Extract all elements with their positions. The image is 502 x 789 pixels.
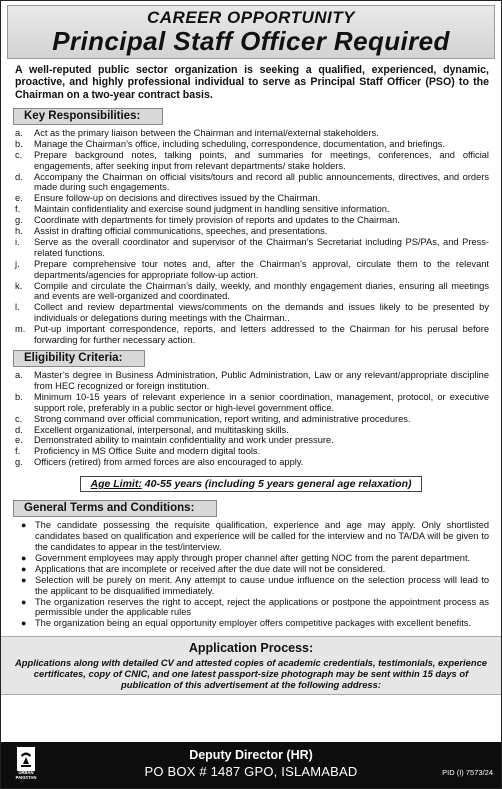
list-marker: e. (15, 435, 23, 446)
application-heading: Application Process: (188, 641, 314, 656)
responsibility-item (15, 172, 489, 194)
eligibility-item (15, 446, 489, 457)
contact-address: PO BOX # 1487 GPO, ISLAMABAD (144, 764, 358, 779)
list-item-text: The organization being an equal opportunity employer offers competitive packages with excellent benefits. (35, 618, 472, 629)
eligibility-item (15, 414, 489, 425)
bullet-icon: ● (21, 552, 27, 563)
list-item-text: Minimum 10-15 years of relevant experience in a senior coordination, management, protocol, or executive support role, preferably in a public sector or high-level government office. (34, 391, 489, 413)
logo-text-pakistan: PAKISTAN (15, 774, 37, 780)
list-marker: c. (15, 413, 23, 424)
application-text: Applications along with detailed CV and attested copies of academic credentials, testimonials, experience certificates, copy of CNIC, and one latest passport-size photograph may be sent within 15 days of publication of this advertisement at the following address: (14, 657, 487, 691)
bullet-icon: ● (21, 596, 27, 607)
list-marker: e. (15, 193, 23, 204)
list-item-text: Coordinate with departments for timely provision of reports and updates to the Chairman. (34, 215, 400, 226)
responsibility-item (15, 226, 489, 237)
age-limit-text: 40-55 years (including 5 years general age relaxation) (141, 478, 412, 491)
logo-text-urban: URBAN (18, 770, 34, 775)
list-marker: h. (15, 226, 23, 237)
list-item-text: Excellent organizational, interpersonal, and multitasking skills. (34, 424, 289, 435)
terms-list (21, 520, 489, 629)
list-marker: c. (15, 149, 23, 160)
bullet-icon: ● (21, 618, 27, 629)
age-limit-label: Age Limit: (90, 478, 142, 491)
bullet-icon: ● (21, 563, 27, 574)
responsibility-item (15, 193, 489, 204)
age-limit (7, 474, 495, 492)
eligibility-item (15, 435, 489, 446)
list-item-text: Selection will be purely on merit. Any attempt to cause undue influence on the selection process will lead to the applicant to be disqualified immediately. (35, 574, 489, 596)
list-marker: k. (15, 280, 23, 291)
list-marker: m. (15, 324, 26, 335)
responsibility-item (15, 128, 489, 139)
intro-paragraph: A well-reputed public sector organization is seeking a qualified, experienced, dynamic, proactive, and highly professional individual to serve as Principal Staff Officer (PSO) to the Chairman on a two-year contract basis. (15, 64, 489, 101)
list-item-text: Assist in drafting official communications, speeches, and presentations. (34, 226, 328, 237)
list-item-text: Collect and review departmental views/comments on the demands and issues likely to be presented by individuals or delegations during meetings with the Chairman.. (34, 302, 489, 324)
responsibilities-list (15, 128, 489, 346)
list-item-text: Maintain confidentiality and exercise sound judgment in handling sensitive information. (34, 204, 390, 215)
application-section (1, 636, 501, 695)
terms-item (21, 597, 489, 619)
eligibility-item (15, 392, 489, 414)
list-marker: f. (15, 204, 21, 215)
header-band (7, 5, 495, 59)
header-kicker: CAREER OPPORTUNITY (147, 8, 355, 27)
list-item-text: Strong command over official communication, report writing, and administrative procedures. (34, 413, 411, 424)
list-item-text: Applications that are incomplete or received after the due date will not be considered. (35, 563, 386, 574)
bullet-icon: ● (21, 520, 27, 531)
list-item-text: Prepare comprehensive tour notes and, after the Chairman’s approval, circulate them to the relevant departments/agencies for appropriate follow-up action. (34, 258, 489, 280)
list-item-text: Compile and circulate the Chairman’s daily, weekly, and monthly engagement diaries, ensuring all meetings and events are well-organized and coordinated. (34, 280, 489, 302)
responsibility-item (15, 302, 489, 324)
age-limit-box (80, 476, 423, 492)
eligibility-item (15, 425, 489, 436)
list-item-text: The organization reserves the right to accept, reject the applications or postpone the appointment process as permissible under the applicable rules (35, 596, 489, 618)
terms-item (21, 564, 489, 575)
responsibilities-heading: Key Responsibilities: (13, 108, 163, 125)
list-item-text: Accompany the Chairman on official visits/tours and record all public announcements, directives, and orders made during such engagements. (34, 171, 489, 193)
list-item-text: Demonstrated ability to maintain confidentiality and work under pressure. (34, 435, 334, 446)
list-item-text: Serve as the overall coordinator and supervisor of the Chairman’s Secretariat including PS/PAs, and Press-related functions. (34, 236, 489, 258)
responsibility-item (15, 139, 489, 150)
list-marker: i. (15, 236, 20, 247)
list-marker: a. (15, 127, 23, 138)
list-marker: g. (15, 215, 23, 226)
list-marker: f. (15, 446, 21, 457)
list-marker: d. (15, 424, 23, 435)
list-item-text: Master’s degree in Business Administration, Public Administration, Law or any relevant/appropriate discipline from HEC recognized or foreign institution. (34, 370, 489, 391)
list-marker: a. (15, 370, 23, 381)
list-item-text: Ensure follow-up on decisions and directives issued by the Chairman. (34, 193, 321, 204)
eligibility-heading: Eligibility Criteria: (13, 350, 145, 367)
responsibility-item (15, 204, 489, 215)
list-marker: l. (15, 302, 20, 313)
responsibility-item (15, 259, 489, 281)
bullet-icon: ● (21, 574, 27, 585)
list-marker: g. (15, 457, 23, 468)
list-item-text: Put-up important correspondence, reports, and letters addressed to the Chairman for his perusal before forwarding for further necessary action. (34, 324, 489, 346)
eligibility-item (15, 370, 489, 392)
terms-item (21, 553, 489, 564)
responsibility-item (15, 281, 489, 303)
eligibility-item (15, 457, 489, 468)
terms-item (21, 618, 489, 629)
terms-item (21, 520, 489, 553)
responsibility-item (15, 237, 489, 259)
contact-designation: Deputy Director (HR) (189, 748, 313, 762)
list-marker: d. (15, 171, 23, 182)
list-item-text: Act as the primary liaison between the Chairman and internal/external stakeholders. (34, 127, 379, 138)
terms-heading: General Terms and Conditions: (13, 500, 217, 517)
responsibility-item (15, 324, 489, 346)
eligibility-list (15, 370, 489, 468)
list-marker: b. (15, 138, 23, 149)
page-title: Principal Staff Officer Required (52, 26, 450, 56)
list-item-text: Government employees may apply through proper channel after getting NOC from the parent department. (35, 552, 471, 563)
list-marker: j. (15, 258, 20, 269)
terms-item (21, 575, 489, 597)
responsibility-item (15, 215, 489, 226)
list-item-text: Prepare background notes, talking points, and summaries for meetings, conferences, and official engagements, after seeking input from relevant departments/ stake holders. (34, 149, 489, 171)
list-item-text: The candidate possessing the requisite qualification, experience and age may apply. Only shortlisted candidates based on qualification and experience will be called for the interview and no TA/DA will be given to the candidates to appear in the test/interview. (35, 520, 489, 552)
list-item-text: Proficiency in MS Office Suite and modern digital tools. (34, 446, 261, 457)
responsibility-item (15, 150, 489, 172)
pid-number: PID (I) 7573/24 (442, 768, 493, 777)
list-item-text: Manage the Chairman’s office, including scheduling, correspondence, documentation, and briefings. (34, 138, 446, 149)
list-item-text: Officers (retired) from armed forces are also encouraged to apply. (34, 457, 304, 468)
footer-bar (1, 742, 501, 788)
list-marker: b. (15, 391, 23, 402)
